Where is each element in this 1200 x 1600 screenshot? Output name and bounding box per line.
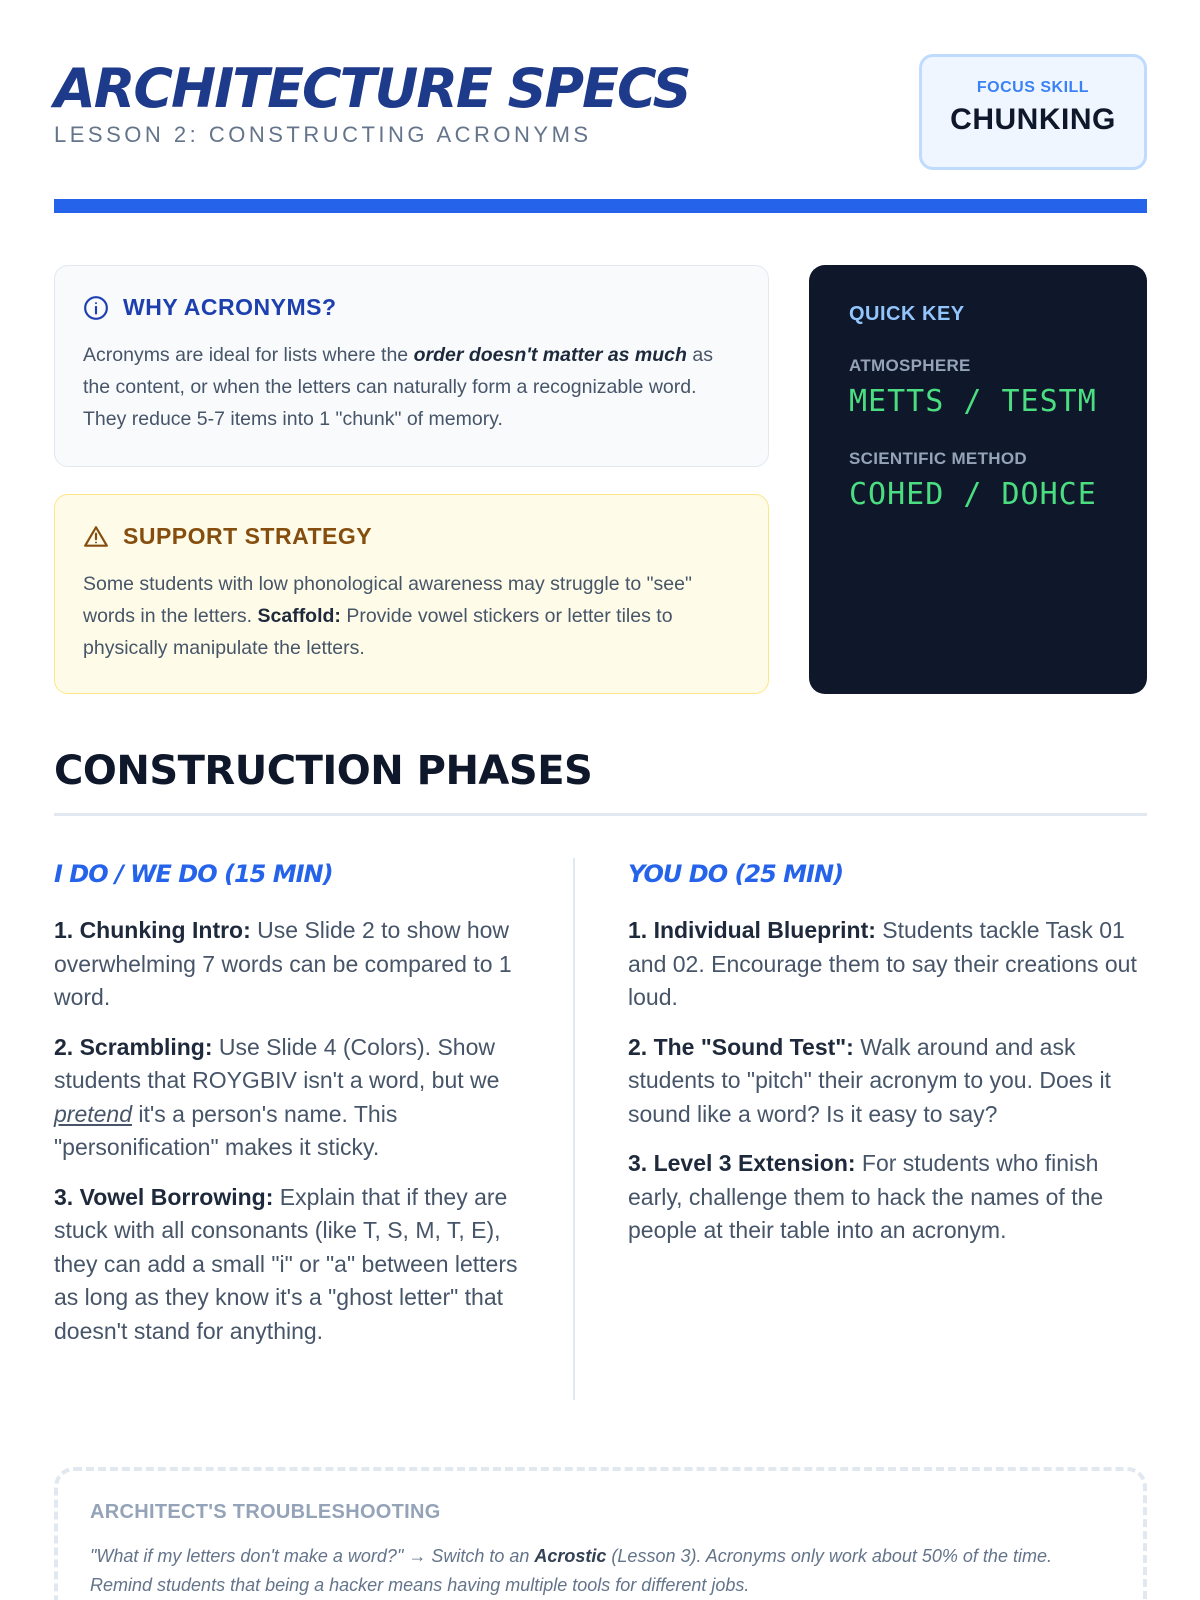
quick-key-label: ATMOSPHERE	[849, 356, 971, 375]
phase-step: 2. The "Sound Test": Walk around and ask students to "pitch" their acronym to you. Does it sound like a word? Is it easy to say?	[628, 1033, 1111, 1127]
support-strategy-title: SUPPORT STRATEGY	[123, 523, 373, 549]
why-acronyms-text: Acronyms are ideal for lists where the order doesn't matter as much as the content, or when the letters can naturally form a recognizable word. They reduce 5-7 items into 1 "chunk" of memory.	[83, 344, 713, 430]
why-acronyms-header	[83, 294, 740, 321]
header-divider	[54, 199, 1147, 213]
quick-key-title: QUICK KEY	[849, 303, 965, 325]
you-do-column	[628, 860, 1148, 1264]
why-acronyms-card	[54, 265, 769, 467]
quick-key-label: SCIENTIFIC METHOD	[849, 449, 1027, 468]
why-acronyms-title: WHY ACRONYMS?	[123, 294, 337, 320]
i-do-we-do-column	[54, 860, 519, 1364]
phase-step: 1. Chunking Intro: Use Slide 2 to show how overwhelming 7 words can be compared to 1 word.	[54, 917, 512, 1010]
support-strategy-card	[54, 494, 769, 694]
info-circle-icon	[83, 295, 109, 321]
quick-key-value: METTS / TESTM	[849, 384, 1097, 419]
quick-key-panel	[809, 265, 1147, 694]
column-divider	[573, 858, 575, 1400]
focus-skill-value: CHUNKING	[950, 103, 1116, 136]
i-do-we-do-heading: I DO / WE DO (15 MIN)	[54, 860, 333, 888]
you-do-heading: YOU DO (25 MIN)	[628, 860, 844, 888]
support-strategy-text: Some students with low phonological awareness may struggle to "see" words in the letters. Scaffold: Provide vowel stickers or letter tiles to physically manipulate the letters.	[83, 573, 692, 659]
header	[54, 54, 1147, 214]
troubleshooting-text: "What if my letters don't make a word?" → Switch to an Acrostic (Lesson 3). Acronyms only work about 50% of the time. Remind students that being a hacker means having multiple tools for different jobs.	[90, 1546, 1052, 1595]
support-strategy-header	[83, 523, 740, 550]
lesson-subtitle: LESSON 2: CONSTRUCTING ACRONYMS	[54, 122, 592, 147]
phase-step: 3. Level 3 Extension: For students who finish early, challenge them to hack the names of the people at their table into an acronym.	[628, 1150, 1104, 1243]
quick-key-value: COHED / DOHCE	[849, 477, 1097, 512]
page-title: ARCHITECTURE SPECS	[54, 57, 690, 120]
focus-skill-badge	[919, 54, 1147, 170]
phase-step: 1. Individual Blueprint: Students tackle Task 01 and 02. Encourage them to say their creations out loud.	[628, 917, 1137, 1010]
phase-step: 2. Scrambling: Use Slide 4 (Colors). Show students that ROYGBIV isn't a word, but we pretend it's a person's name. This "personification" makes it sticky.	[54, 1033, 500, 1160]
construction-phases-title: CONSTRUCTION PHASES	[54, 748, 593, 794]
troubleshooting-title: ARCHITECT'S TROUBLESHOOTING	[90, 1501, 441, 1523]
troubleshooting-box	[54, 1467, 1147, 1600]
phase-step: 3. Vowel Borrowing: Explain that if they are stuck with all consonants (like T, S, M, T, E), they can add a small "i" or "a" between letters as long as they know it's a "ghost letter" that doesn't stand for anything.	[54, 1183, 518, 1344]
phases-divider	[54, 813, 1147, 816]
focus-skill-label: FOCUS SKILL	[976, 79, 1090, 96]
warning-triangle-icon	[83, 524, 109, 550]
